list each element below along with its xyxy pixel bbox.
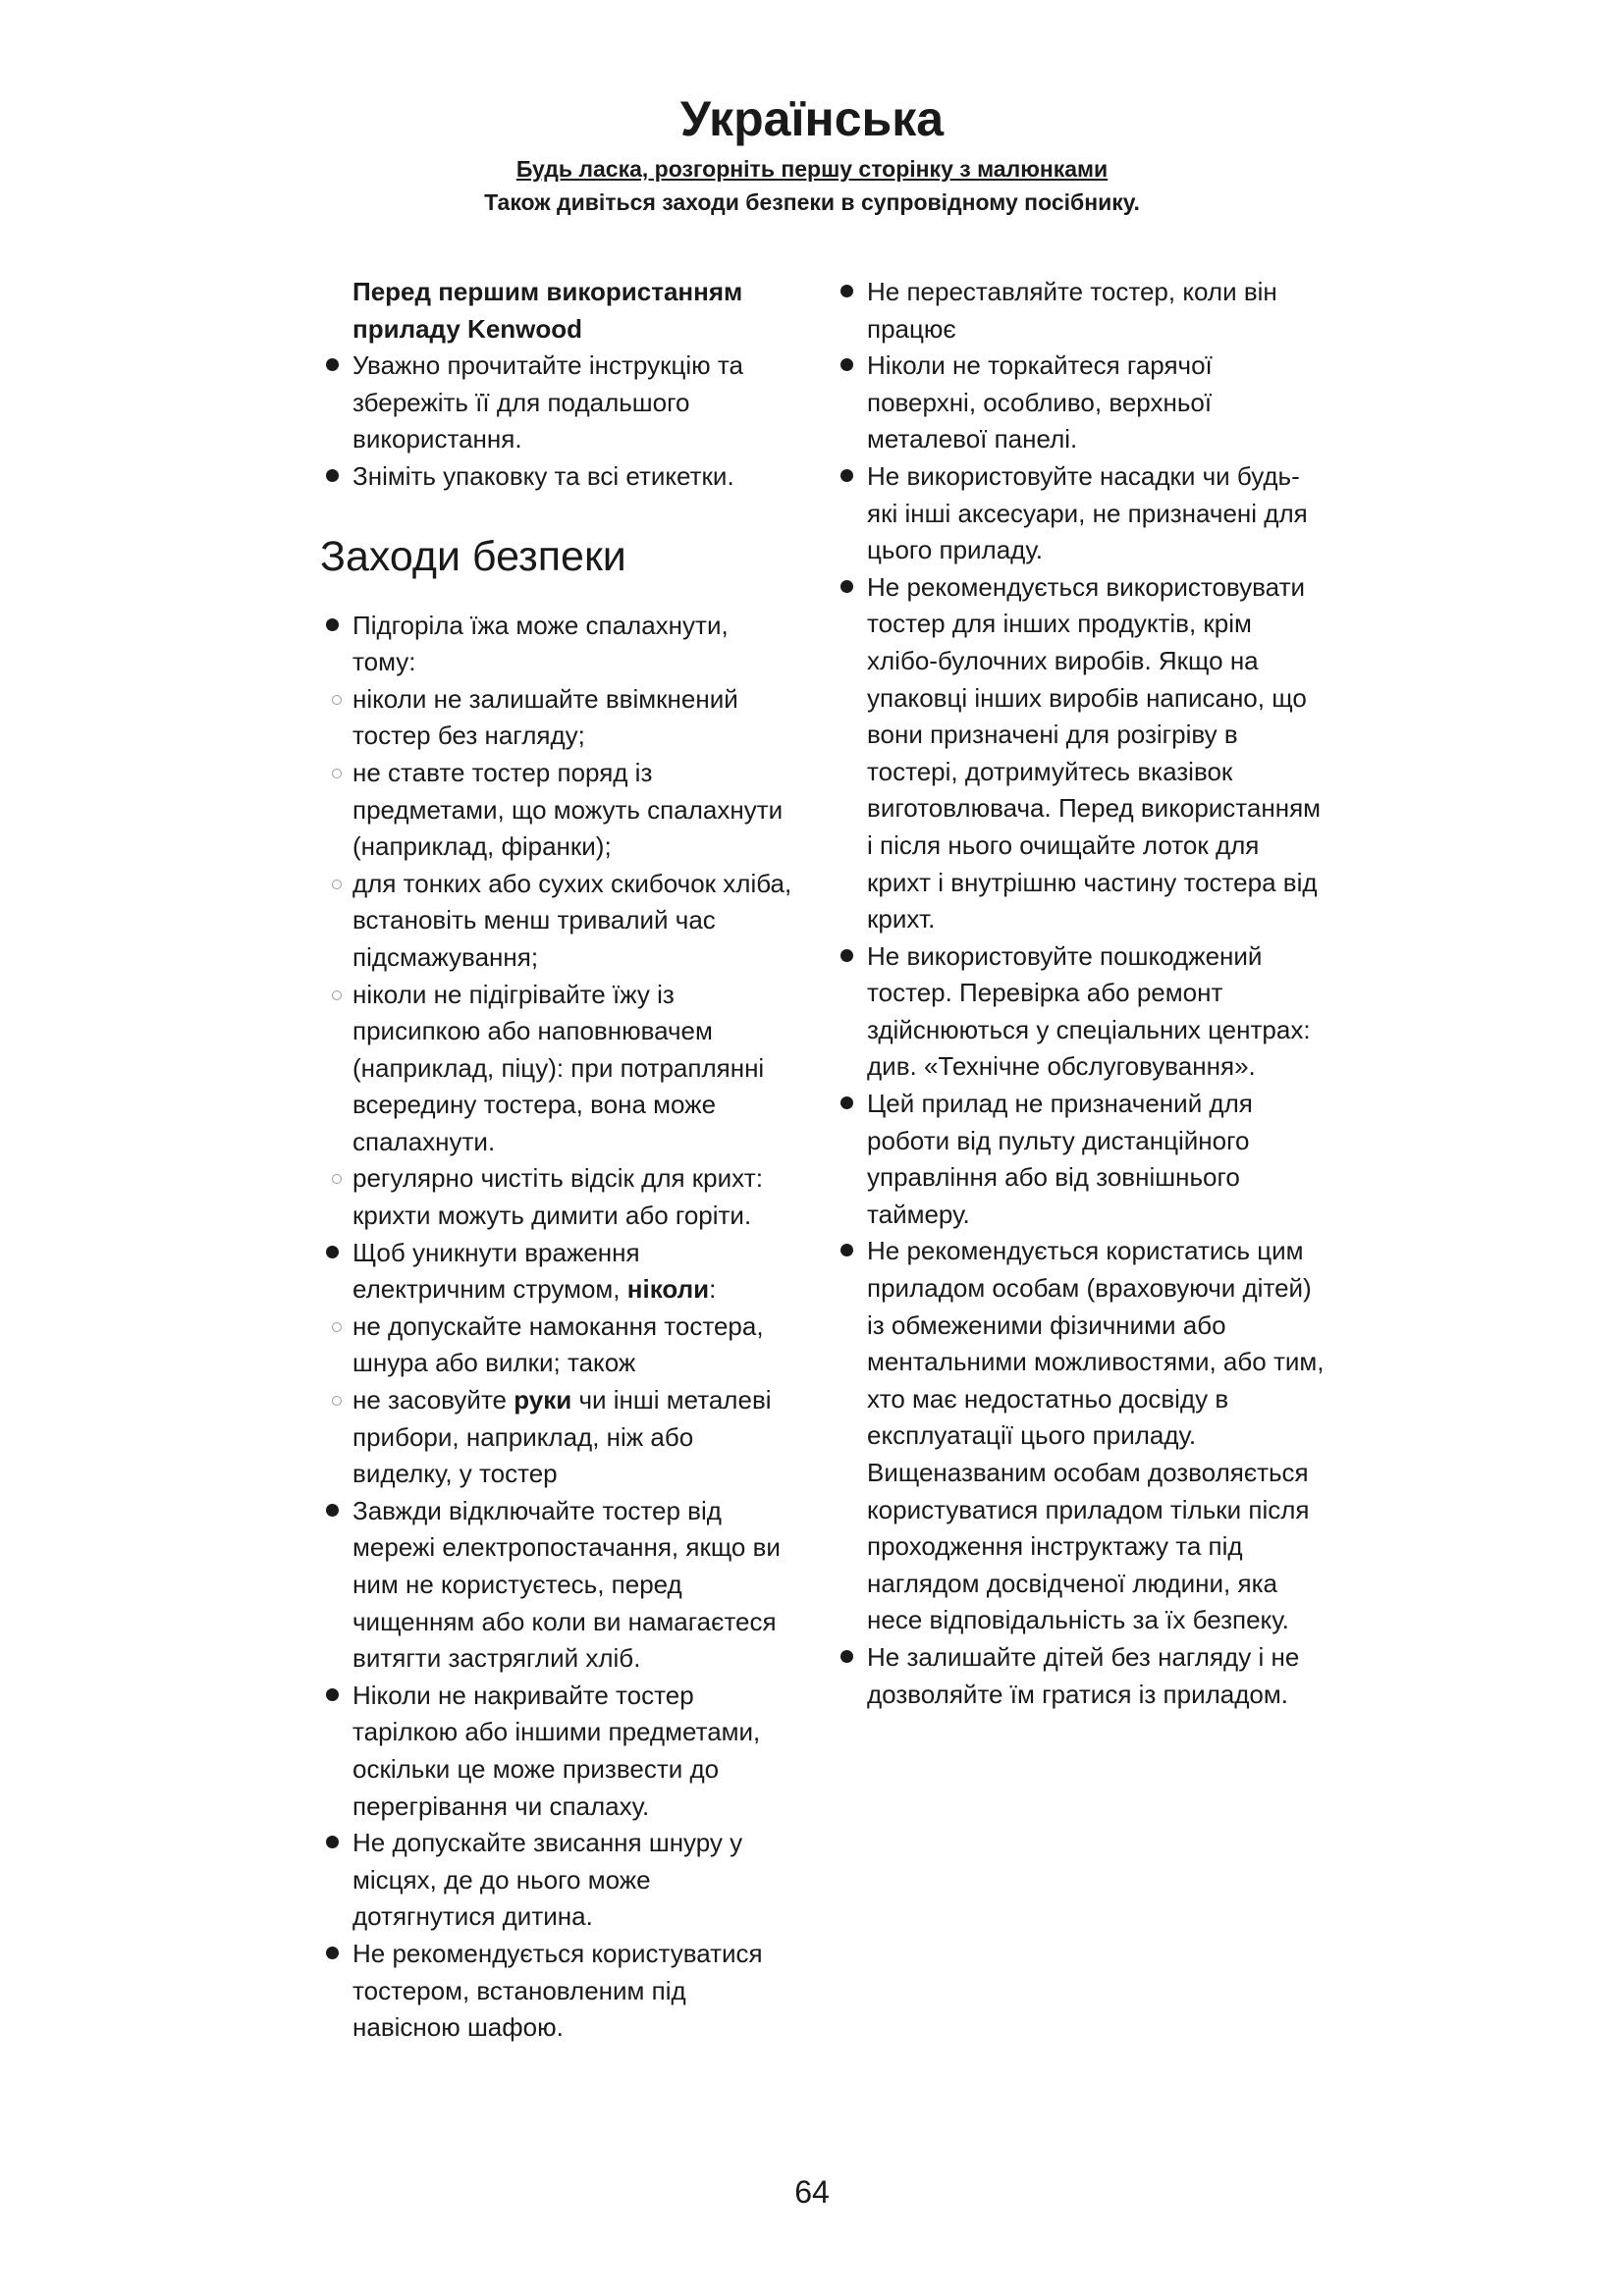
shock-sub2-emphasis: руки [514, 1385, 572, 1415]
intro-item: Зніміть упаковку та всі етикетки. [323, 458, 794, 496]
right-column [838, 274, 1328, 1713]
fire-subitem: для тонких або сухих скибочок хліба, встановіть менш тривалий час підсмажування; [323, 866, 794, 977]
page-subtitle-note: Також дивіться заходи безпеки в супровідному посібнику. [484, 189, 1140, 215]
page-subtitle: Будь ласка, розгорніть першу сторінку з малюнками [515, 156, 1109, 182]
shock-subitem: не допускайте намокання тостера, шнура або вилки; також [323, 1308, 794, 1382]
fire-subitem: регулярно чистіть відсік для крихт: крихти можуть димити або горіти. [323, 1160, 794, 1234]
safety-item: Не залишайте дітей без нагляду і не дозволяйте їм гратися із приладом. [838, 1639, 1328, 1713]
safety-item: Не рекомендується користуватися тостером, встановленим під навісною шафою. [323, 1936, 794, 2047]
shock-subitem [323, 1382, 794, 1493]
safety-list-left [323, 608, 794, 681]
safety-item: Ніколи не торкайтеся гарячої поверхні, особливо, верхньої металевої панелі. [838, 347, 1328, 458]
fire-sublist [323, 681, 794, 1235]
fire-subitem: ніколи не залишайте ввімкнений тостер без нагляду; [323, 681, 794, 755]
safety-heading: Заходи безпеки [320, 532, 626, 580]
intro-heading: Перед першим використанням приладу Kenwood [352, 277, 743, 344]
shock-lead-end: : [709, 1274, 717, 1305]
safety-item: Цей прилад не призначений для роботи від пульту дистанційного управління або від зовнішнього таймеру. [838, 1086, 1328, 1233]
left-column [320, 274, 794, 2047]
safety-item: Не рекомендується використовувати тостер для інших продуктів, крім хлібо-булочних виробів. Якщо на упаковці інших виробів написано, що вони призначені для розігріву в тостері, дотримуйтесь вказівок виготовлювача. Перед використанням і після нього очищайте лоток для крихт і внутрішню частину тостера від крихт. [838, 569, 1328, 938]
safety-item: Не використовуйте насадки чи будь-які інші аксесуари, не призначені для цього приладу. [838, 458, 1328, 569]
safety-item-shock [323, 1235, 794, 1308]
safety-list-right [838, 274, 1328, 1713]
fire-subitem: не ставте тостер поряд із предметами, що можуть спалахнути (наприклад, фіранки); [323, 755, 794, 866]
shock-list [323, 1235, 794, 1308]
fire-subitem: ніколи не підігрівайте їжу із присипкою або наповнювачем (наприклад, піцу): при потраплянні всередину тостера, вона може спалахнути. [323, 977, 794, 1161]
page-header [0, 88, 1624, 216]
safety-item: Не використовуйте пошкоджений тостер. Перевірка або ремонт здійснюються у спеціальних центрах: див. «Технічне обслуговування». [838, 938, 1328, 1086]
shock-lead-emphasis: ніколи [626, 1274, 710, 1305]
safety-item: Ніколи не накривайте тостер тарілкою або іншими предметами, оскільки це може призвести до перегрівання чи спалаху. [323, 1678, 794, 1825]
safety-item: Не переставляйте тостер, коли він працює [838, 274, 1328, 347]
page-title: Українська [679, 91, 945, 146]
shock-lead: Щоб уникнути враження електричним струмом, [352, 1237, 640, 1305]
intro-item: Уважно прочитайте інструкцію та збережіть її для подальшого використання. [323, 347, 794, 458]
safety-item: Не допускайте звисання шнуру у місцях, де до нього може дотягнутися дитина. [323, 1825, 794, 1936]
page-number: 64 [794, 2174, 830, 2210]
shock-sub2-pre: не засовуйте [352, 1385, 514, 1415]
shock-sub2-post: чи інші металеві прибори, наприклад, ніж або виделку, у тостер [352, 1385, 772, 1489]
intro-list [323, 347, 794, 495]
safety-list-left-rest [323, 1493, 794, 2047]
safety-item-fire: Підгоріла їжа може спалахнути, тому: [323, 608, 794, 681]
safety-item: Завжди відключайте тостер від мережі електропостачання, якщо ви ним не користуєтесь, перед чищенням або коли ви намагаєтеся витягти застряглий хліб. [323, 1493, 794, 1678]
shock-sublist [323, 1308, 794, 1493]
safety-item: Не рекомендується користатись цим приладом особам (враховуючи дітей) із обмеженими фізичними або ментальними можливостями, або тим, хто має недостатньо досвіду в експлуатації цього приладу. Вищеназваним особам дозволяється користуватися приладом тільки після проходження інструктажу та під наглядом досвідченої людини, яка несе відповідальність за їх безпеку. [838, 1233, 1328, 1639]
